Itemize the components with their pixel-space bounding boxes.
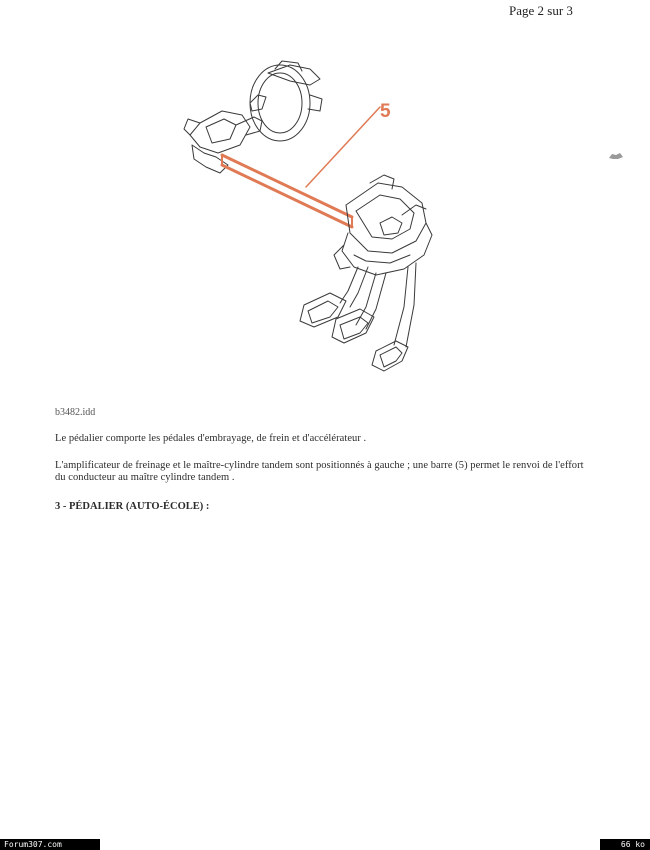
page-number: Page 2 sur 3: [509, 3, 573, 18]
callout-number: 5: [380, 101, 391, 122]
footer-site-label: Forum307.com: [0, 839, 100, 850]
brake-booster-drawing: [184, 61, 322, 173]
section-heading: 3 - PÉDALIER (AUTO-ÉCOLE) :: [55, 501, 210, 512]
figure-reference: b3482.idd: [55, 407, 96, 418]
footer-file-size: 66 ko: [600, 839, 650, 850]
scan-smudge: [608, 152, 624, 160]
paragraph-brake-booster: L'amplificateur de freinage et le maître-cylindre tandem sont positionnés à gauche ; une barre (5) permet le renvoi de l'effort du conducteur au maître cylindre tandem .: [55, 460, 584, 483]
paragraph-pedal-box: Le pédalier comporte les pédales d'embrayage, de frein et d'accélérateur .: [55, 433, 367, 444]
transmission-bar-5: [222, 107, 380, 227]
pedal-bracket-drawing: [300, 175, 432, 371]
pedal-box-illustration: [170, 55, 460, 385]
